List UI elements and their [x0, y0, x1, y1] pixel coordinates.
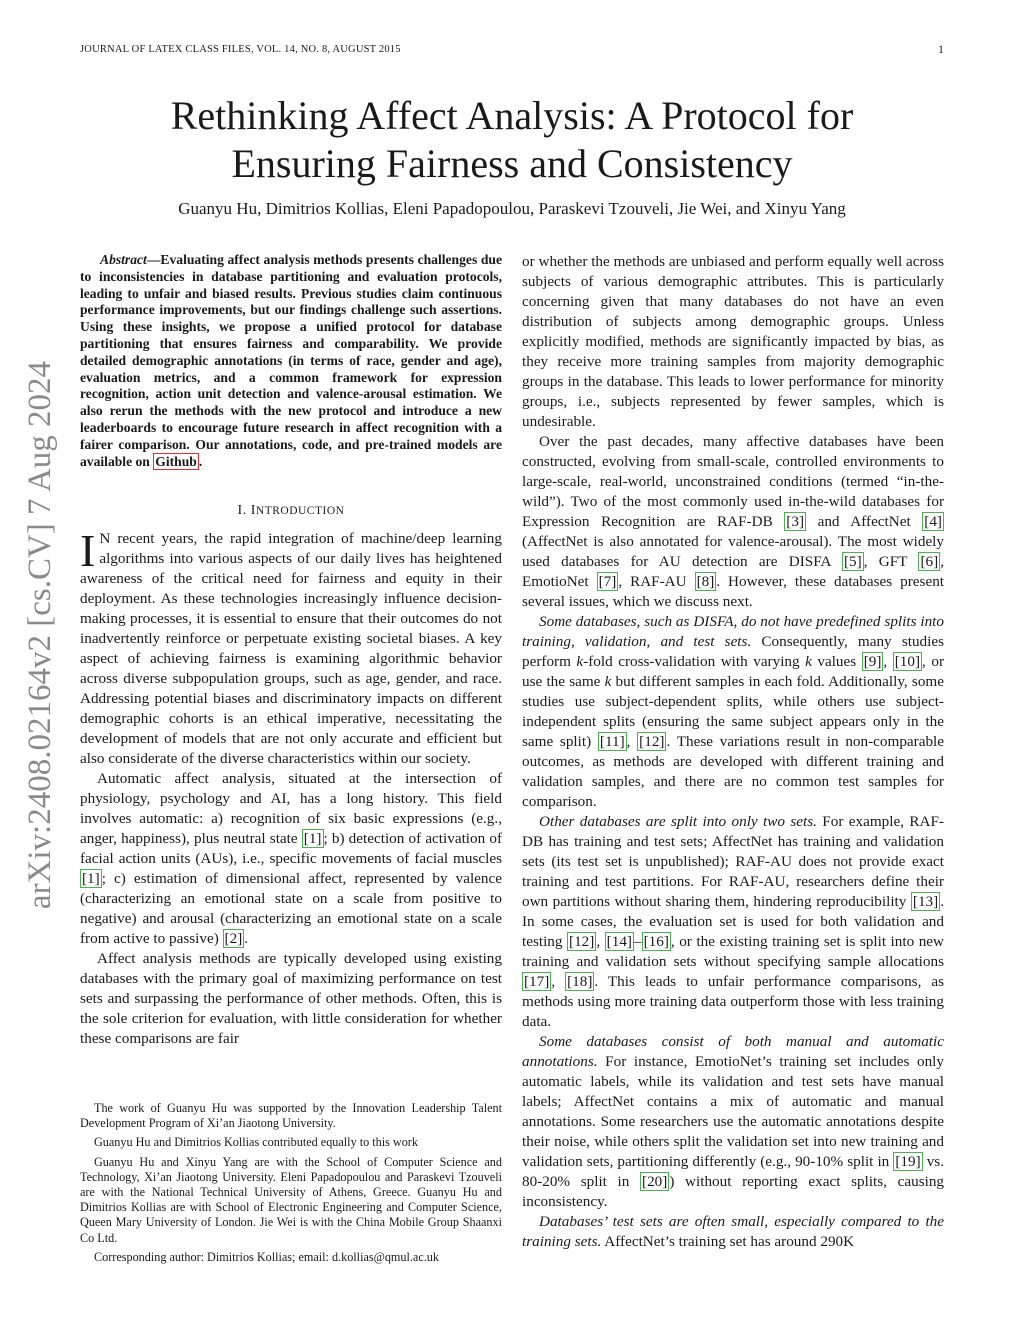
footnote-equal-contribution: Guanyu Hu and Dimitrios Kollias contributed equally to this work: [94, 1135, 418, 1150]
text-run: ; c) estimation of dimensional affect, represented by valence (characterizing an emotional state on a scale from positive to negative) and arousal (characterizing an emotional state on a scale from active to passive): [80, 870, 502, 948]
github-link[interactable]: Github: [155, 453, 197, 469]
right-paragraph-1: or whether the methods are unbiased and perform equally well across subjects of various demographic attributes. This is particularly concerning given that many databases do not have an even distribution of subjects among demographic groups. Unless explicitly modified, methods are significantly impacted by bias, as they receive more training samples from majority demographic groups in the database. This leads to lower performance for minority groups, i.e., subjects represented by fewer samples, which is undesirable.: [522, 253, 944, 430]
running-head: JOURNAL OF LATEX CLASS FILES, VOL. 14, NO. 8, AUGUST 2015: [80, 44, 401, 55]
text-run: ,: [596, 933, 605, 950]
citation-link[interactable]: [5]: [843, 553, 862, 570]
text-run: vs. 80-20% split in: [522, 1153, 945, 1190]
text-run: , RAF-AU: [618, 573, 695, 590]
math-k: k: [576, 653, 584, 670]
text-run: AffectNet’s training set has around 290K: [601, 1233, 855, 1250]
right-paragraph-6: [522, 1212, 944, 1252]
arxiv-sidebar-stamp: arXiv:2408.02164v2 [cs.CV] 7 Aug 2024: [22, 360, 58, 910]
abstract-text: Evaluating affect analysis methods presents challenges due to inconsistencies in database partitioning and evaluation protocols, leading to unfair and biased results. Previous studies claim continuous performance improvements, but our findings challenge such assertions. Using these insights, we propose a unified protocol for database partitioning that ensures fairness and comparability. We provide detailed demographic annotations (in terms of race, gender and age), evaluation metrics, and a common framework for expression recognition, action unit detection and valence-arousal estimation. We also rerun the methods with the new protocol and introduce a new leaderboards to encourage future research in affect recognition with a fairer comparison. Our annotations, code, and pre-trained models are available on: [80, 252, 502, 469]
text-run: values: [811, 653, 862, 670]
citation-link[interactable]: [1]: [303, 830, 322, 848]
text-run: , or use the same: [522, 653, 945, 690]
section-number: I.: [237, 503, 247, 519]
footnote-corresponding-author: Corresponding author: Dimitrios Kollias; email: d.kollias@qmul.ac.uk: [94, 1249, 439, 1264]
text-run: and AffectNet: [806, 513, 923, 530]
abstract: [80, 252, 502, 470]
footnotes: [80, 1101, 502, 1265]
text-run: For instance, EmotioNet’s training set includes only automatic labels, while its validation and test sets have manual labels; AffectNet contains a mix of automatic and manual annotations. Some researchers use the automatic annotations despite their noise, while others split the validation set into new training and validation sets, partitioning differently (e.g., 90-10% split in: [522, 1053, 944, 1170]
citation-link[interactable]: [1]: [82, 870, 100, 888]
right-paragraph-4: [522, 812, 944, 1032]
citation-link[interactable]: [20]: [642, 1173, 668, 1190]
abstract-dash: —: [146, 252, 161, 267]
text-run: –: [633, 933, 642, 950]
citation-link[interactable]: [11]: [599, 733, 625, 750]
right-paragraph-3: [522, 612, 944, 812]
text-run: . This leads to unfair performance comparisons, as methods using more training data outperform those with less training data.: [522, 973, 944, 1030]
right-paragraph-2: [522, 432, 944, 612]
italic-lead: Other databases are split into only two sets.: [539, 813, 817, 830]
section-heading-introduction: [80, 503, 502, 519]
citation-link[interactable]: [17]: [524, 973, 550, 990]
citation-link[interactable]: [8]: [696, 573, 715, 590]
citation-link[interactable]: [18]: [567, 973, 593, 990]
section-title-rest: NTRODUCTION: [255, 505, 345, 518]
italic-lead: Some databases, such as DISFA, do not have predefined splits into training, validation, and test sets.: [522, 613, 944, 650]
text-run: ) without reporting exact splits, causing inconsistency.: [522, 1173, 945, 1210]
text-run: but different samples in each fold. Additionally, some studies use subject-dependent splits, while others use subject-independent splits (ensuring the same subject appears only in the same split): [522, 673, 944, 750]
abstract-label: Abstract: [100, 252, 147, 267]
citation-link[interactable]: [7]: [598, 573, 617, 590]
citation-link[interactable]: [13]: [912, 893, 939, 910]
citation-link[interactable]: [10]: [894, 653, 921, 670]
text-run: ,: [883, 653, 893, 670]
text-run: Automatic affect analysis, situated at the intersection of physiology, psychology and AI, has a long history. This field involves automatic: a) recognition of six basic expressions (e.g., anger, happiness), plus neutral state: [80, 770, 502, 848]
text-run: (AffectNet is also annotated for valence-arousal). The most widely used databases for AU detection are DISFA: [522, 533, 944, 570]
intro-paragraph-3: Affect analysis methods are typically developed using existing databases with the primary goal of maximizing performance on test sets and surpassing the performance of other methods. Often, this is the sole criterion for evaluation, with little consideration for whether these comparisons are fair: [80, 950, 502, 1048]
text-run: ; b) detection of activation of facial action units (AUs), i.e., specific movements of facial muscles: [80, 830, 503, 868]
right-paragraph-5: [522, 1032, 944, 1212]
text-run: For example, RAF-DB has training and test sets; AffectNet has training and validation sets (its test set is unpublished); RAF-AU does not provide exact training and test partitions. For RAF-AU, researchers define their own partitions without sharing them, hindering reproducibility: [522, 813, 944, 910]
section-title-first: I: [250, 503, 256, 519]
text-run: ,: [626, 733, 638, 750]
abstract-end: .: [198, 453, 203, 469]
page-number: 1: [938, 42, 944, 56]
drop-cap: I: [80, 525, 96, 577]
right-column: [522, 252, 944, 1252]
intro-paragraph-2: [80, 769, 502, 949]
text-run: , EmotioNet: [522, 553, 944, 590]
citation-link[interactable]: [2]: [224, 930, 243, 948]
italic-lead: Databases’ test sets are often small, especially compared to the training sets.: [522, 1213, 944, 1250]
paper-title: [80, 92, 944, 188]
intro-paragraph-1: [80, 525, 502, 769]
math-k: k: [805, 653, 812, 670]
citation-link[interactable]: [14]: [606, 933, 632, 950]
text-run: . In some cases, the evaluation set is used for both validation and testing: [522, 893, 944, 950]
citation-link[interactable]: [3]: [786, 513, 805, 530]
text-run: .: [244, 930, 249, 948]
citation-link[interactable]: [12]: [569, 933, 595, 950]
text-run: . However, these databases present several issues, which we discuss next.: [522, 573, 945, 610]
math-k: k: [604, 673, 612, 690]
italic-lead: Some databases consist of both manual and automatic annotations.: [522, 1033, 944, 1070]
footnote-affiliations: Guanyu Hu and Xinyu Yang are with the School of Computer Science and Technology, Xi’an Jiaotong University. Eleni Papadopoulou and Paraskevi Tzouveli are with the National Technical University of Athens, Greece. Guanyu Hu and Dimitrios Kollias are with School of Electronic Engineering and Computer Science, Queen Mary University of London. Jie Wei is with the China Mobile Group Shaanxi Co Ltd.: [80, 1154, 502, 1245]
citation-link[interactable]: [19]: [895, 1153, 921, 1170]
citation-link[interactable]: [6]: [920, 553, 939, 570]
text-run: , or the existing training set is split into new training and validation sets without specifying sample allocations: [522, 933, 945, 970]
footnote-funding: The work of Guanyu Hu was supported by the Innovation Leadership Talent Development Program of Xi’an Jiaotong University.: [80, 1101, 502, 1131]
text-run: , GFT: [863, 553, 919, 570]
author-list: Guanyu Hu, Dimitrios Kollias, Eleni Papadopoulou, Paraskevi Tzouveli, Jie Wei, and Xinyu Yang: [178, 199, 846, 218]
citation-link[interactable]: [4]: [924, 513, 942, 530]
title-line-1: Rethinking Affect Analysis: A Protocol for: [170, 93, 854, 138]
text-run: . These variations result in non-comparable outcomes, as methods are developed with different training and validation samples, and there are no common test samples for comparison.: [522, 733, 945, 810]
intro-p1-text: N recent years, the rapid integration of machine/deep learning algorithms into various aspects of our daily lives has heightened awareness of the critical need for fairness and equity in their deployment. As these technologies increasingly influence decision-making processes, it is essential to ensure that their outcomes do not inadvertently reinforce or perpetuate existing societal biases. A key aspect of achieving fairness is examining algorithmic behavior across diverse subpopulation groups, such as age, gender, and race. Addressing potential biases and discriminatory impacts on different demographic cohorts is an ethical imperative, necessitating the development of models that are not only accurate and efficient but also considerate of the diverse characteristics within our society.: [80, 530, 502, 768]
citation-link[interactable]: [16]: [643, 933, 669, 950]
text-run: ,: [551, 973, 566, 990]
citation-link[interactable]: [9]: [863, 653, 882, 670]
text-run: Consequently, many studies perform: [522, 633, 945, 670]
left-column: [80, 252, 502, 1049]
text-run: -fold cross-validation with varying: [583, 653, 806, 670]
text-run: Over the past decades, many affective databases have been constructed, evolving from small-scale, controlled environments to large-scale, real-world, unconstrained conditions (termed “in-the-wild”). Two of the most commonly used in-the-wild databases for Expression Recognition are RAF-DB: [522, 433, 944, 530]
title-line-2: Ensuring Fairness and Consistency: [231, 141, 793, 186]
citation-link[interactable]: [12]: [639, 733, 665, 750]
